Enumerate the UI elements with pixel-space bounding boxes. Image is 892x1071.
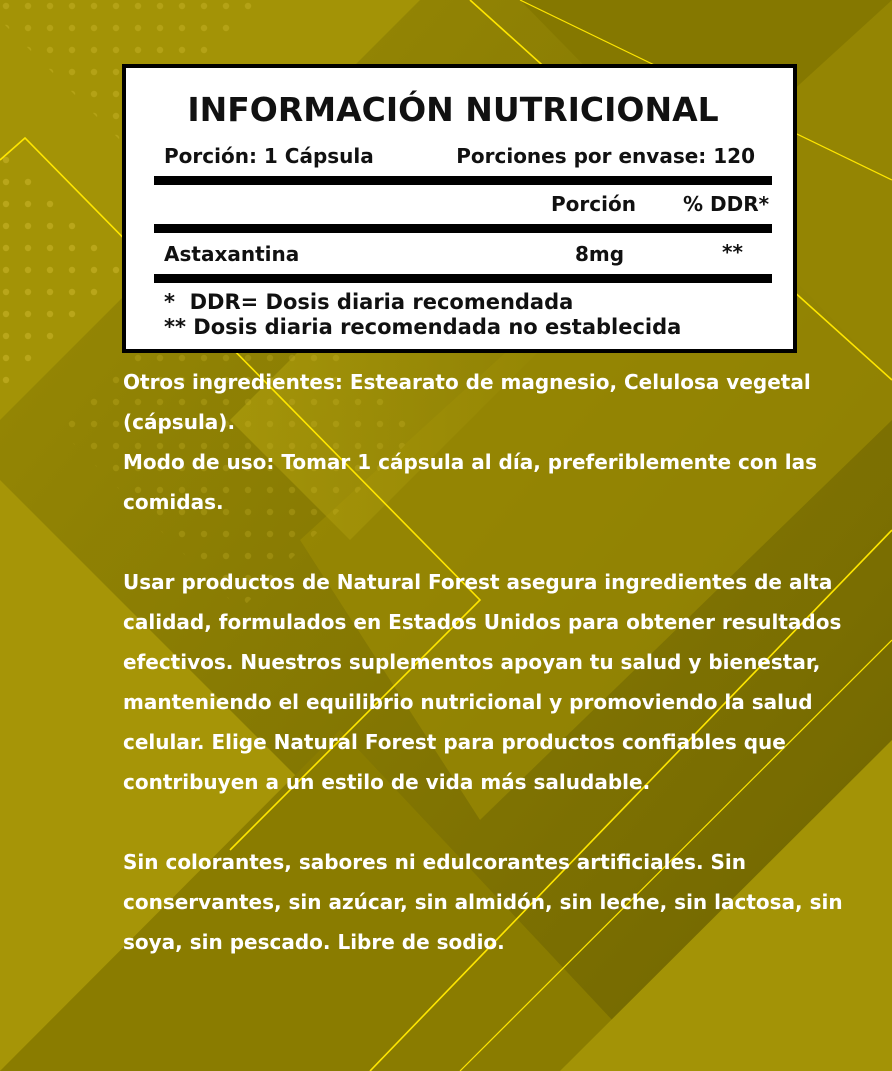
nutrient-name: Astaxantina bbox=[164, 242, 300, 266]
product-description bbox=[123, 362, 863, 962]
spacer bbox=[123, 802, 863, 842]
serving-size: Porción: 1 Cápsula bbox=[164, 144, 374, 168]
divider-top bbox=[154, 176, 772, 185]
divider-bottom bbox=[154, 274, 772, 283]
footnote-ddr: * DDR= Dosis diaria recomendada bbox=[164, 290, 574, 314]
footnote-not-established: ** Dosis diaria recomendada no establecida bbox=[164, 315, 682, 339]
spacer bbox=[123, 522, 863, 562]
ingredients-text: Otros ingredientes: Estearato de magnesio, Celulosa vegetal (cápsula). bbox=[123, 370, 811, 434]
claims-text: Sin colorantes, sabores ni edulcorantes artificiales. Sin conservantes, sin azúcar, sin almidón, sin leche, sin lactosa, sin soya, sin pescado. Libre de sodio. bbox=[123, 850, 843, 954]
divider-header bbox=[154, 224, 772, 233]
nutrient-portion: 8mg bbox=[575, 242, 625, 266]
panel-title: INFORMACIÓN NUTRICIONAL bbox=[187, 90, 719, 129]
nutrient-ddr: ** bbox=[722, 240, 743, 264]
column-header-ddr: % DDR* bbox=[683, 192, 770, 216]
servings-per-container: Porciones por envase: 120 bbox=[456, 144, 755, 168]
brand-description: Usar productos de Natural Forest asegura ingredientes de alta calidad, formulados en Estados Unidos para obtener resultados efectivos. Nuestros suplementos apoyan tu salud y bienestar, manteniendo el equilibrio nutricional y promoviendo la salud celular. Elige Natural Forest para productos confiables que contribuyen a un estilo de vida más saludable. bbox=[123, 570, 842, 794]
nutrition-facts-panel bbox=[122, 64, 797, 353]
column-header-portion: Porción bbox=[551, 192, 636, 216]
usage-text: Modo de uso: Tomar 1 cápsula al día, preferiblemente con las comidas. bbox=[123, 450, 818, 514]
